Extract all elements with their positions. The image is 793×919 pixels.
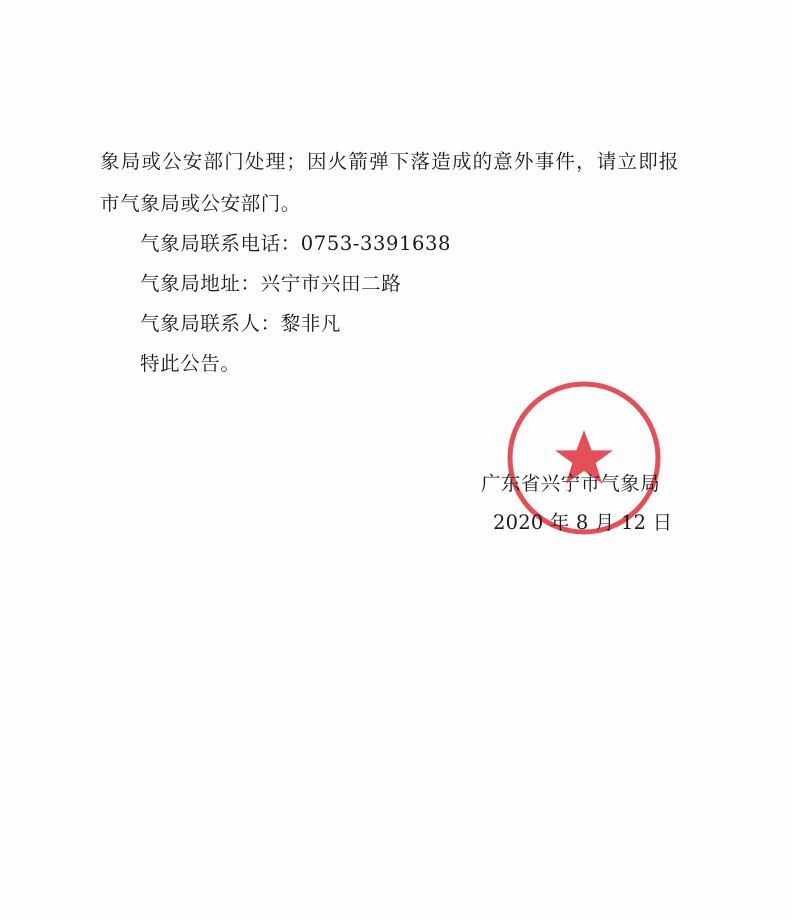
signature-date: 2020 年 8 月 12 日 bbox=[493, 511, 673, 534]
paragraph-line: 象局或公安部门处理；因火箭弹下落造成的意外事件，请立即报 bbox=[100, 150, 680, 173]
signature-org: 广东省兴宁市气象局 bbox=[481, 472, 661, 495]
contact-line: 气象局联系人：黎非凡 bbox=[140, 312, 342, 335]
paragraph-line: 市气象局或公安部门。 bbox=[100, 192, 302, 215]
address-line: 气象局地址：兴宁市兴田二路 bbox=[140, 272, 402, 295]
phone-line: 气象局联系电话：0753-3391638 bbox=[140, 232, 452, 255]
closing-line: 特此公告。 bbox=[140, 352, 241, 375]
